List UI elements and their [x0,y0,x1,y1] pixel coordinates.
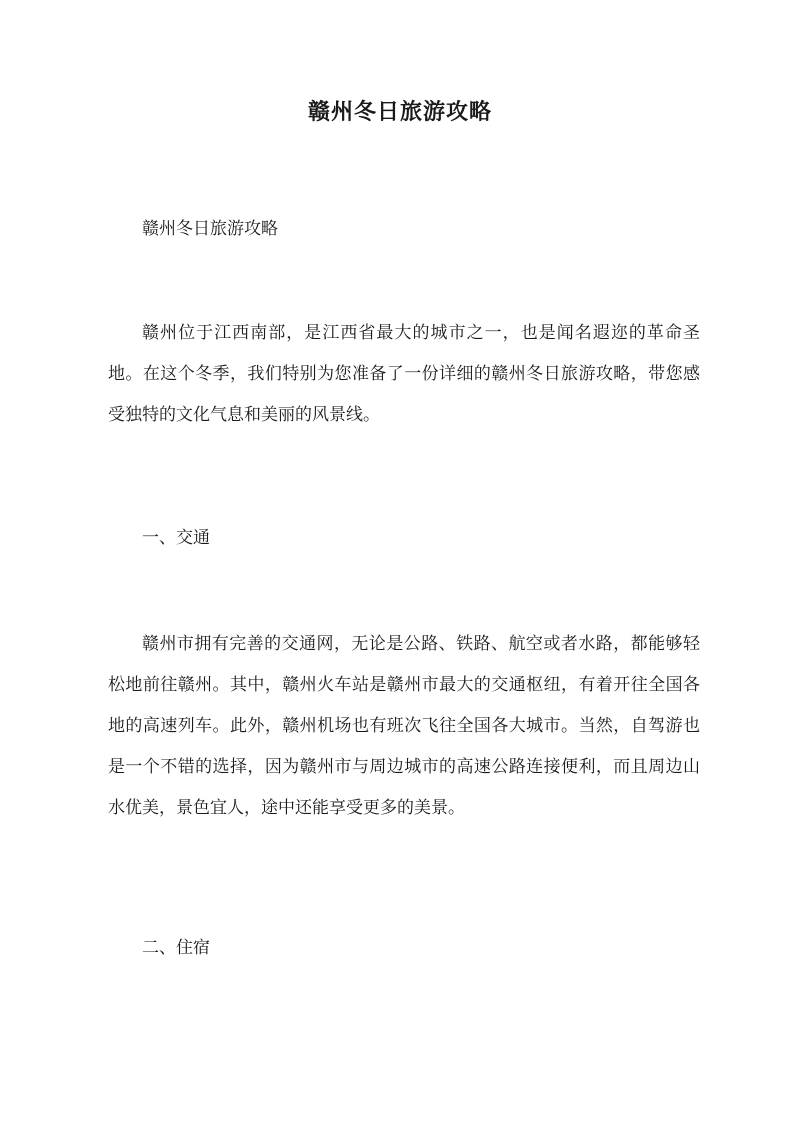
document-title: 赣州冬日旅游攻略 [307,99,492,125]
section-heading-accommodation: 二、住宿 [142,938,210,958]
document-subtitle: 赣州冬日旅游攻略 [142,219,278,239]
section-heading-transport: 一、交通 [142,528,210,548]
section-body-transport: 赣州市拥有完善的交通网，无论是公路、铁路、航空或者水路，都能够轻松地前往赣州。其中，赣州火车站是赣州市最大的交通枢纽，有着开往全国各地的高速列车。此外，赣州机场也有班次飞往全国各大城市。当然，自驾游也是一个不错的选择，因为赣州市与周边城市的高速公路连接便利，而且周边山水优美，景色宜人，途中还能享受更多的美景。 [108,634,700,818]
intro-paragraph: 赣州位于江西南部，是江西省最大的城市之一，也是闻名遐迩的革命圣地。在这个冬季，我们特别为您准备了一份详细的赣州冬日旅游攻略，带您感受独特的文化气息和美丽的风景线。 [108,323,700,425]
